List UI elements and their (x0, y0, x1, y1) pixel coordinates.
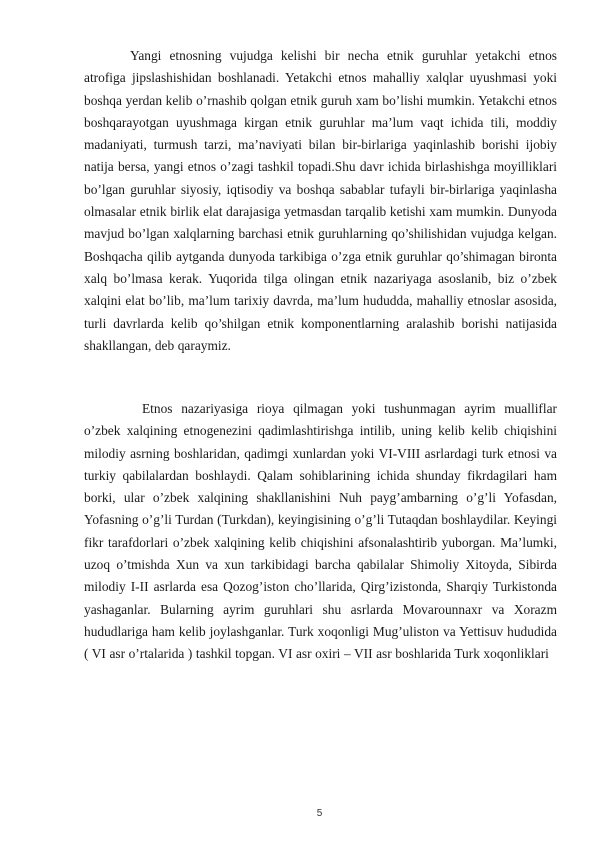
paragraph-etnos-formation: Yangi etnosning vujudga kelishi bir necha etnik guruhlar yetakchi etnos atrofiga jipslashishidan boshlanadi. Yetakchi etnos mahalliy xalqlar uyushmasi yoki boshqa yerdan kelib o’rnashib qolgan etnik guruh xam bo’lishi mumkin. Yetakchi etnos boshqarayotgan uyushmaga kirgan etnik guruhlar ma’lum vaqt ichida tili, moddiy madaniyati, turmush tarzi, ma’naviyati bilan bir-birlariga yaqinlashib borishi ijobiy natija bersa, yangi etnos o’zagi tashkil topadi.Shu davr ichida birlashishga moyilliklari bo’lgan guruhlar siyosiy, iqtisodiy va boshqa sabablar tufayli bir-birlariga yaqinlasha olmasalar etnik birlik elat darajasiga yetmasdan tarqalib ketishi xam mumkin. Dunyoda mavjud bo’lgan xalqlarning barchasi etnik guruhlarning qo’shilishidan vujudga kelgan. Boshqacha qilib aytganda dunyoda tarkibiga o’zga etnik guruhlar qo’shimagan bironta xalq bo’lmasa kerak. Yuqorida tilga olingan etnik nazariyaga asoslanib, biz o’zbek xalqini elat bo’lib, ma’lum tarixiy davrda, ma’lum hududda, mahalliy etnoslar asosida, turli davrlarda kelib qo’shilgan etnik komponentlarning aralashib borishi natijasida shakllangan, deb qaraymiz. (84, 48, 557, 353)
paragraph-etnogenesis-theories: Etnos nazariyasiga rioya qilmagan yoki tushunmagan ayrim mualliflar o’zbek xalqining etnogenezini qadimlashtirishga intilib, uning kelib kelib chiqishini milodiy asrning boshlaridan, qadimgi xunlardan yoki VI-VIII asrlardagi turk etnosi va turkiy qabilalardan boshlaydi. Qalam sohiblarining ichida shunday fikrdagilari ham borki, ular o’zbek xalqining shakllanishini Nuh payg’ambarning o’g’li Yofasdan, Yofasning o’g’li Turdan (Turkdan), keyingisining o’g’li Tutaqdan boshlaydilar. Keyingi fikr tarafdorlari o’zbek xalqining kelib chiqishini afsonalashtirib yuborgan. Ma’lumki, uzoq o’tmishda Xun va xun tarkibidagi barcha qabilalar Shimoliy Xitoyda, Sibirda milodiy I-II asrlarda esa Qozog’iston cho’llarida, Qirg’izistonda, Sharqiy Turkistonda yashaganlar. Bularning ayrim guruhlari shu asrlarda Movarounnaxr va Xorazm hududlariga ham kelib joylashganlar. Turk xoqonligi Mug’uliston va Yettisuv hududida ( VI asr o’rtalarida ) tashkil topgan. VI asr oxiri – VII asr boshlarida Turk xoqonliklari (84, 401, 557, 662)
page-number: 5 (316, 808, 323, 819)
